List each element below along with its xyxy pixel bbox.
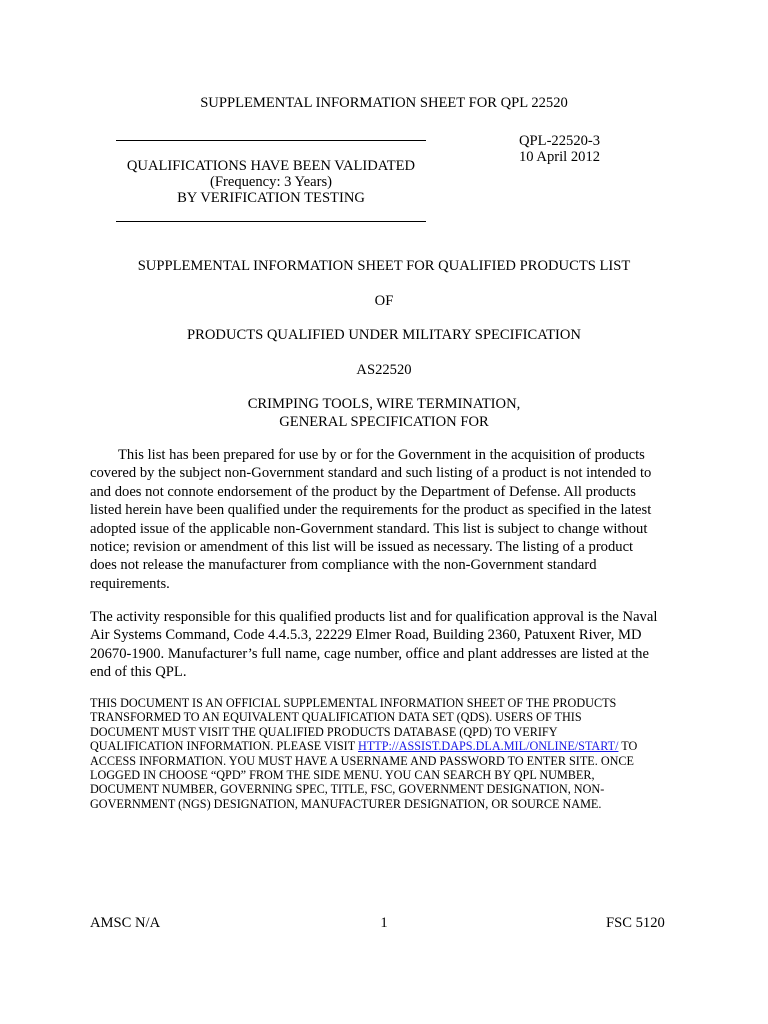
notice-line: DOCUMENT MUST VISIT THE QUALIFIED PRODUCTS DATABASE (QPD) TO VERIFY (90, 724, 558, 739)
validation-line-1: QUALIFICATIONS HAVE BEEN VALIDATED (126, 158, 416, 174)
top-rule (116, 140, 426, 141)
products-line: PRODUCTS QUALIFIED UNDER MILITARY SPECIFICATION (187, 327, 581, 343)
paragraph-1-line: requirements. (90, 575, 170, 592)
spec-number: AS22520 (356, 362, 412, 378)
page-number: 1 (380, 915, 388, 931)
paragraph-1-line: and does not connote endorsement of the product by the Department of Defense. All products (90, 483, 636, 500)
paragraph-1 (90, 446, 690, 593)
notice-line: DOCUMENT NUMBER, GOVERNING SPEC, TITLE, FSC, GOVERNMENT DESIGNATION, NON- (90, 782, 605, 797)
notice-line: ACCESS INFORMATION. YOU MUST HAVE A USERNAME AND PASSWORD TO ENTER SITE. ONCE (90, 753, 634, 768)
paragraph-1-line: listed herein have been qualified under the requirements for the product as specified in the latest (90, 502, 652, 519)
subtitle: SUPPLEMENTAL INFORMATION SHEET FOR QUALIFIED PRODUCTS LIST (137, 258, 631, 274)
footer-fsc: FSC 5120 (606, 915, 665, 931)
notice-line: TRANSFORMED TO AN EQUIVALENT QUALIFICATION DATA SET (QDS). USERS OF THIS (90, 710, 582, 725)
paragraph-1-line: does not release the manufacturer from compliance with the non-Government standard (90, 557, 597, 574)
paragraph-2-line: end of this QPL. (90, 664, 187, 681)
footer-amsc: AMSC N/A (90, 915, 161, 931)
notice-line-prefix: QUALIFICATION INFORMATION. PLEASE VISIT (90, 739, 359, 754)
notice-line: GOVERNMENT (NGS) DESIGNATION, MANUFACTURER DESIGNATION, OR SOURCE NAME. (90, 796, 602, 811)
bottom-rule (116, 221, 426, 222)
paragraph-2 (90, 608, 690, 682)
notice-line-with-link (90, 739, 690, 753)
spec-title-line-1: CRIMPING TOOLS, WIRE TERMINATION, (247, 396, 521, 412)
spec-title-line-2: GENERAL SPECIFICATION FOR (279, 414, 489, 430)
paragraph-1-line: This list has been prepared for use by or for the Government in the acquisition of products (118, 447, 645, 463)
paragraph-2-line: 20670-1900. Manufacturer’s full name, cage number, office and plant addresses are listed at the (90, 645, 649, 662)
notice-line: LOGGED IN CHOOSE “QPD” FROM THE SIDE MENU. YOU CAN SEARCH BY QPL NUMBER, (90, 768, 595, 783)
paragraph-2-line: The activity responsible for this qualified products list and for qualification approval is the Naval (90, 609, 658, 625)
validation-line-2: (Frequency: 3 Years) (210, 174, 332, 190)
notice-line-suffix: TO (618, 739, 638, 754)
qpd-notice (90, 696, 690, 811)
qpl-number: QPL-22520-3 (519, 133, 601, 149)
header-title: SUPPLEMENTAL INFORMATION SHEET FOR QPL 22520 (200, 95, 568, 111)
assist-link[interactable]: HTTP://ASSIST.DAPS.DLA.MIL/ONLINE/START/ (358, 739, 619, 754)
notice-line: THIS DOCUMENT IS AN OFFICIAL SUPPLEMENTAL INFORMATION SHEET OF THE PRODUCTS (90, 696, 617, 710)
paragraph-2-line: Air Systems Command, Code 4.4.5.3, 22229 Elmer Road, Building 2360, Patuxent River, MD (90, 627, 642, 644)
qpl-date: 10 April 2012 (519, 149, 601, 165)
of-text: OF (374, 293, 394, 309)
paragraph-1-line: covered by the subject non-Government standard and such listing of a product is not intended to (90, 465, 652, 482)
validation-line-3: BY VERIFICATION TESTING (177, 190, 365, 206)
paragraph-1-line: adopted issue of the applicable non-Government standard. This list is subject to change without (90, 520, 648, 537)
paragraph-1-line: notice; revision or amendment of this list will be issued as necessary. The listing of a product (90, 539, 634, 556)
